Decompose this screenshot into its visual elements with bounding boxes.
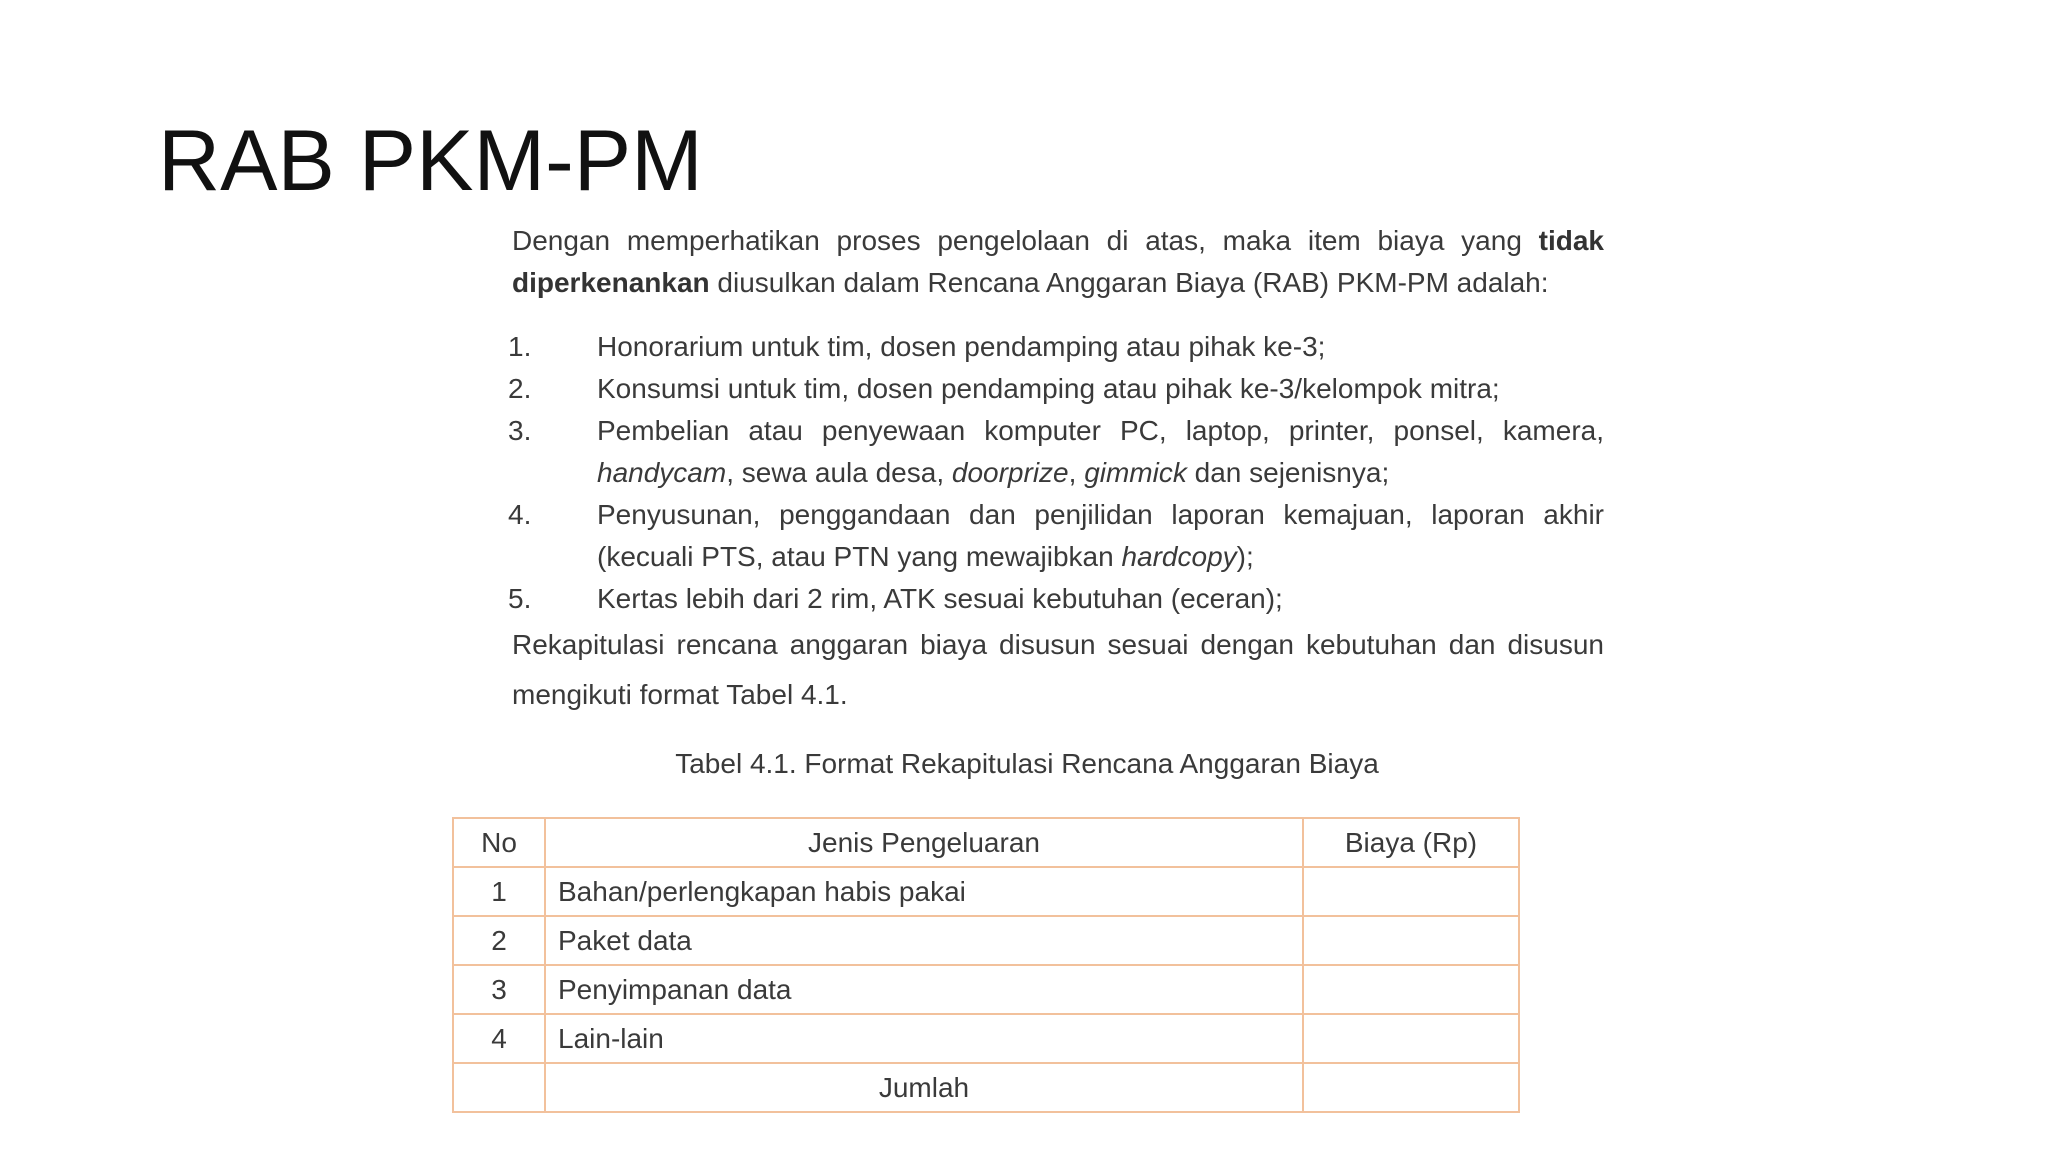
row-no: 1 (453, 867, 545, 916)
table-total-row (453, 1063, 1519, 1112)
table-row (453, 867, 1519, 916)
list-item (508, 410, 1604, 494)
list-item (508, 494, 1604, 578)
list-item-number: 1. (508, 331, 532, 362)
list-item-text: Konsumsi untuk tim, dosen pendamping atau pihak ke-3/kelompok mitra; (597, 373, 1500, 404)
row-item: Paket data (545, 916, 1303, 965)
list-item-number: 5. (508, 583, 532, 614)
row-no: 2 (453, 916, 545, 965)
table-row (453, 1014, 1519, 1063)
table-row (453, 965, 1519, 1014)
row-item: Lain-lain (545, 1014, 1303, 1063)
row-cost (1303, 965, 1519, 1014)
intro-text-1: Dengan memperhatikan proses pengelolaan di atas, maka item biaya yang (512, 225, 1539, 256)
table-header-row (453, 818, 1519, 867)
prohibited-items-list (508, 326, 1604, 620)
recap-paragraph: Rekapitulasi rencana anggaran biaya disusun sesuai dengan kebutuhan dan disusun mengikuti format Tabel 4.1. (512, 629, 1604, 710)
intro-paragraph (512, 220, 1604, 304)
row-no: 4 (453, 1014, 545, 1063)
list-item-text: Honorarium untuk tim, dosen pendamping atau pihak ke-3; (597, 331, 1326, 362)
budget-table (452, 817, 1520, 1113)
row-cost (1303, 1014, 1519, 1063)
header-cost: Biaya (Rp) (1303, 818, 1519, 867)
list-item-italic: handycam (597, 457, 727, 488)
row-cost (1303, 916, 1519, 965)
total-cost (1303, 1063, 1519, 1112)
row-cost (1303, 867, 1519, 916)
header-expense-type: Jenis Pengeluaran (545, 818, 1303, 867)
total-no-cell (453, 1063, 545, 1112)
document-content (508, 220, 1604, 720)
total-label: Jumlah (545, 1063, 1303, 1112)
row-item: Penyimpanan data (545, 965, 1303, 1014)
list-item-italic: gimmick (1084, 457, 1187, 488)
list-item (508, 368, 1604, 410)
list-item-number: 3. (508, 415, 532, 446)
list-item-text: , sewa aula desa, (726, 457, 952, 488)
list-item-number: 2. (508, 373, 532, 404)
list-item-text: ); (1236, 541, 1254, 572)
list-item-text: Penyusunan, penggandaan dan penjilidan laporan kemajuan, laporan akhir (kecuali PTS, atau PTN yang mewajibkan (597, 499, 1604, 572)
row-item: Bahan/perlengkapan habis pakai (545, 867, 1303, 916)
intro-text-2: diusulkan dalam Rencana Anggaran Biaya (RAB) PKM-PM adalah: (709, 267, 1549, 298)
list-item-italic: doorprize (951, 457, 1069, 488)
table-caption: Tabel 4.1. Format Rekapitulasi Rencana Anggaran Biaya (675, 748, 1379, 779)
list-item-text: , (1068, 457, 1085, 488)
row-no: 3 (453, 965, 545, 1014)
list-item-number: 4. (508, 499, 532, 530)
list-item-text: Pembelian atau penyewaan komputer PC, laptop, printer, ponsel, kamera, (597, 415, 1604, 446)
list-item (508, 326, 1604, 368)
list-item-italic: hardcopy (1121, 541, 1237, 572)
table-row (453, 916, 1519, 965)
list-item-text: dan sejenisnya; (1186, 457, 1390, 488)
intro-bold-text: tidak diperkenankan (512, 225, 1604, 298)
list-item-text: Kertas lebih dari 2 rim, ATK sesuai kebutuhan (eceran); (597, 583, 1283, 614)
list-item (508, 578, 1604, 620)
header-no: No (453, 818, 545, 867)
slide-title: RAB PKM-PM (158, 113, 703, 209)
